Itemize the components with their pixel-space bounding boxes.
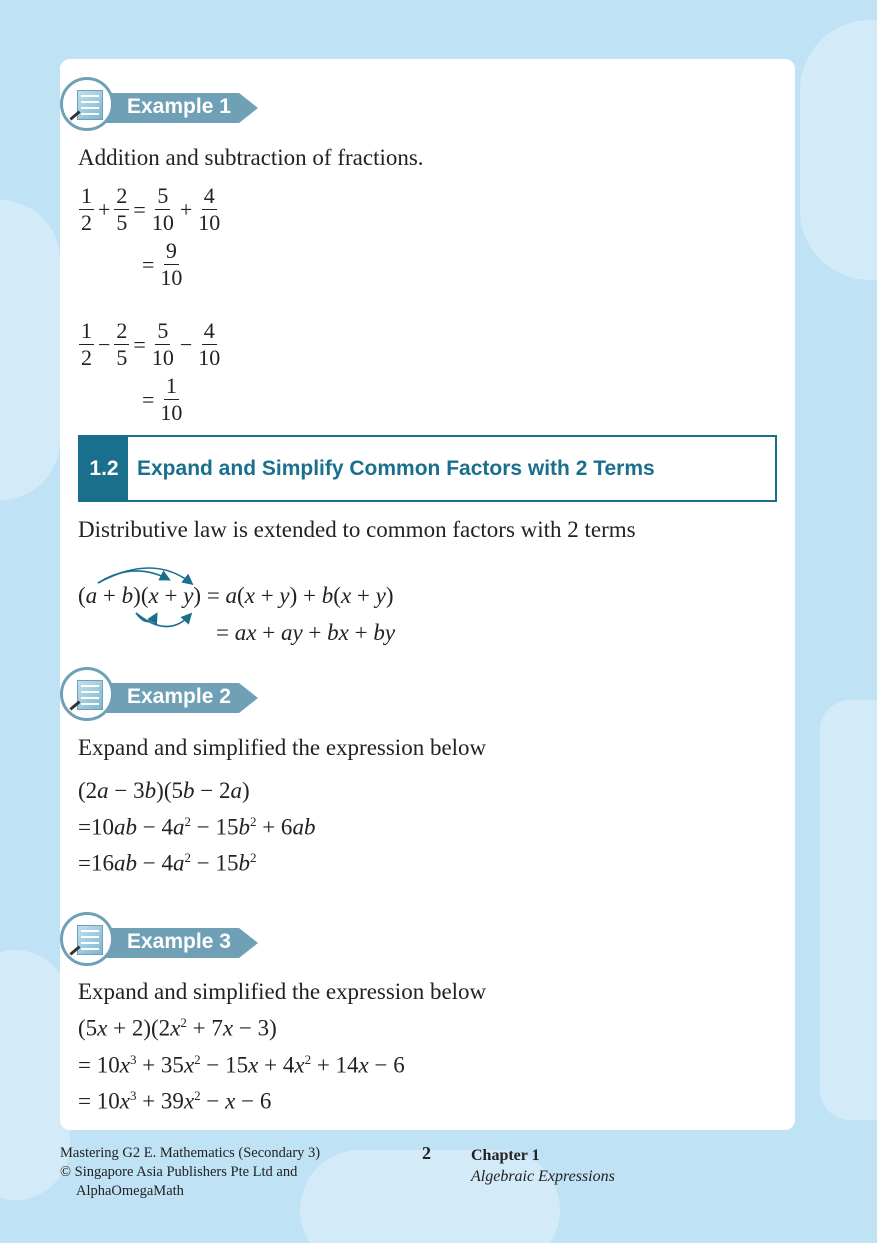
example-2-line-3: $=16ab - 4a^2 - 15b^2$ bbox=[78, 850, 257, 876]
example-3-banner bbox=[60, 912, 260, 972]
example-3-line-2: = $10x^3 + 35x^2 - 15x + 4x^2 + 14x - 6$ bbox=[78, 1052, 405, 1078]
book-magnifier-icon bbox=[60, 667, 114, 721]
example-2-line-1: (2a − 3b)(5b − 2a) bbox=[78, 778, 250, 803]
example-2-intro: Expand and simplified the expression below bbox=[78, 735, 487, 760]
fraction-addition-line-2: = $\frac{9}{10}$ bbox=[142, 238, 183, 290]
example-3-intro: Expand and simplified the expression below bbox=[78, 979, 487, 1004]
section-title: Expand and Simplify Common Factors with 2 Terms bbox=[137, 457, 655, 480]
example-2-banner bbox=[60, 667, 260, 727]
example-1-intro: Addition and subtraction of fractions. bbox=[78, 145, 424, 170]
page-number: 2 bbox=[422, 1143, 431, 1163]
example-3-title: Example 3 bbox=[127, 930, 231, 953]
book-magnifier-icon bbox=[60, 912, 114, 966]
fraction-addition-line-1: $\frac{1}{2}$ + $\frac{2}{5}$ = $\frac{5}{10}$ + $\frac{4}{10}$ bbox=[81, 183, 221, 235]
publisher-line-1: © Singapore Asia Publishers Pte Ltd and bbox=[60, 1164, 298, 1180]
footer-chapter bbox=[471, 1145, 615, 1187]
example-2-line-2: $=10ab - 4a^2 - 15b^2 + 6ab$ bbox=[78, 814, 316, 840]
fraction-subtraction-line-2: = $\frac{1}{10}$ bbox=[142, 373, 183, 425]
distributive-line-2: = ax + ay + bx + by bbox=[216, 620, 396, 645]
book-title: Mastering G2 E. Mathematics (Secondary 3) bbox=[60, 1145, 321, 1161]
section-number: 1.2 bbox=[80, 437, 128, 500]
fraction-subtraction-line-1: $\frac{1}{2}$ − $\frac{2}{5}$ = $\frac{5}{10}$ − $\frac{4}{10}$ bbox=[81, 318, 221, 370]
publisher-line-2: AlphaOmegaMath bbox=[76, 1183, 184, 1199]
distributive-line-1: (a + b)(x + y) = a(x + y) + b(x + y) bbox=[78, 583, 394, 608]
chapter-label: Chapter 1 bbox=[471, 1147, 540, 1164]
footer-book-info bbox=[60, 1144, 320, 1201]
example-3-line-1: $(5x + 2)(2x^2 + 7x - 3)$ bbox=[78, 1015, 277, 1041]
example-2-title: Example 2 bbox=[127, 685, 231, 708]
example-1-banner bbox=[60, 77, 260, 137]
section-heading bbox=[78, 435, 777, 502]
book-magnifier-icon bbox=[60, 77, 114, 131]
example-3-line-3: = $10x^3 + 39x^2 - x - 6$ bbox=[78, 1088, 272, 1114]
chapter-title: Algebraic Expressions bbox=[471, 1168, 615, 1185]
section-intro: Distributive law is extended to common factors with 2 terms bbox=[78, 517, 636, 542]
example-1-title: Example 1 bbox=[127, 95, 231, 118]
